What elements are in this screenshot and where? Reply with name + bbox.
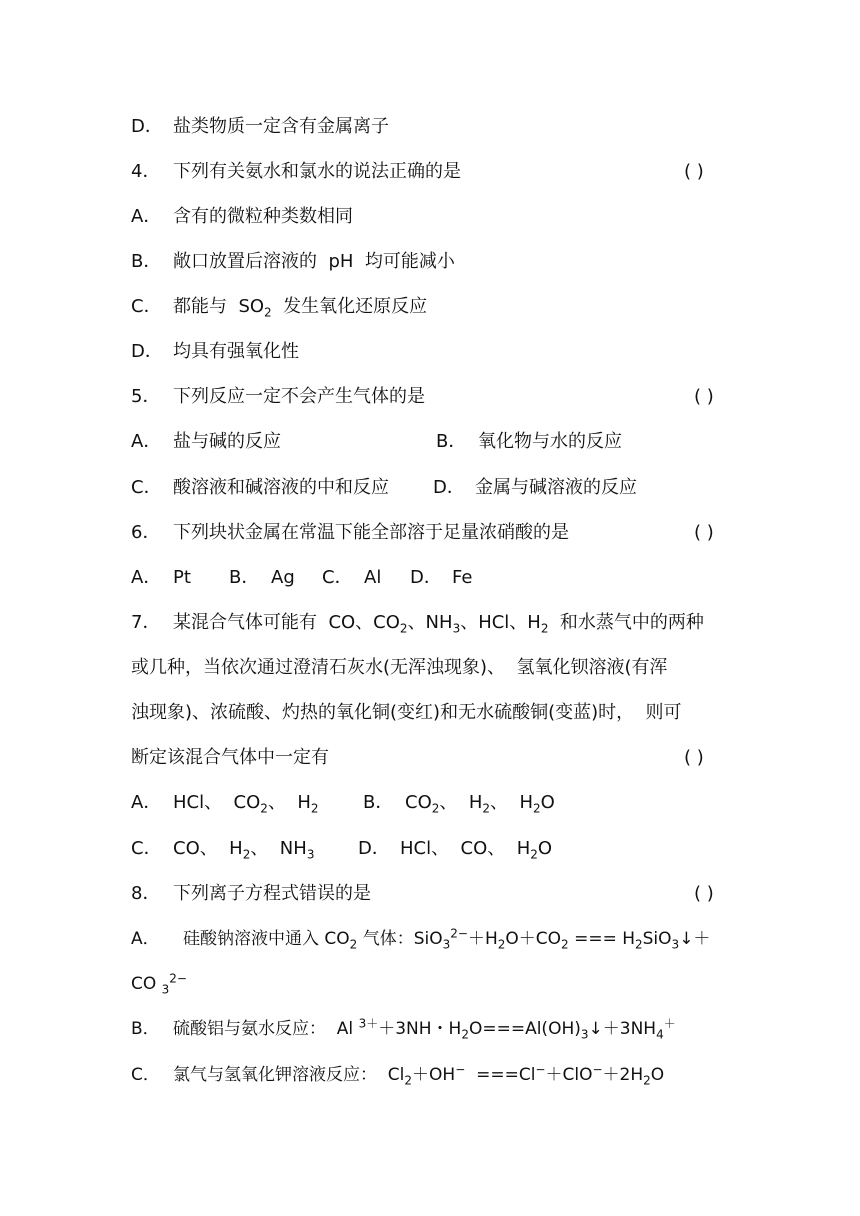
q4-answer-paren: ( ) bbox=[684, 161, 704, 182]
q7-answer-paren: ( ) bbox=[684, 747, 704, 768]
q4-stem: 4． 下列有关氨水和氯水的说法正确的是 ( ) bbox=[131, 159, 731, 185]
q5-stem: 5． 下列反应一定不会产生气体的是 ( ) bbox=[131, 384, 731, 410]
q4-option-c: C． 都能与 $SO_2$ 发生氧化还原反应 bbox=[131, 296, 428, 320]
q6-options: A． Pt B． Ag C． Al D． Fe bbox=[131, 567, 473, 588]
q8-option-c: C． 氯气与氢氧化钾溶液反应： $Cl_2+OH^- ===Cl^-+ClO^-+2H_2O$ bbox=[131, 1062, 665, 1088]
q8-answer-paren: ( ) bbox=[694, 883, 714, 904]
q7-stem-line3: 浊现象)、浓硫酸、灼热的氧化铜(变红)和无水硫酸铜(变蓝)时， 则可 bbox=[131, 702, 682, 723]
q7-options-ab: A． HCl、 $CO_2$、 $H_2$ B． $CO_2$、 $H_2$、 $H_2O$ bbox=[131, 792, 555, 816]
q7-stem-line4: 断定该混合气体中一定有 ( ) bbox=[131, 745, 731, 771]
q7-options-cd: C． CO、 $H_2$、 $NH_3$ D． HCl、 CO、 $H_2O$ bbox=[131, 838, 553, 862]
q8-option-a-line2: CO $_3^{2-}$ bbox=[131, 971, 187, 997]
q7-stem-line2: 或几种，当依次通过澄清石灰水(无浑浊现象)、 氢氧化钡溶液(有浑 bbox=[131, 657, 668, 678]
q8-stem: 8． 下列离子方程式错误的是 ( ) bbox=[131, 881, 731, 907]
q5-answer-paren: ( ) bbox=[694, 386, 714, 407]
q3-option-d: D． 盐类物质一定含有金属离子 bbox=[131, 116, 389, 137]
q8-option-a-line1: A． 硅酸钠溶液中通入 $CO_2$ 气体：$SiO_3^{2-}+H_2O+CO_2$ === $H_2SiO_3↓+$ bbox=[131, 926, 711, 952]
q7-stem-line1: 7． 某混合气体可能有 CO、$CO_2$、$NH_3$、HCl、$H_2$ 和水蒸气中的两种 bbox=[131, 612, 704, 636]
q6-stem: 6． 下列块状金属在常温下能全部溶于足量浓硝酸的是 ( ) bbox=[131, 520, 731, 546]
q8-option-b: B． 硫酸铝与氨水反应： Al $^{3+}$＋3NH・$H_2O===Al(OH)_3↓+3NH_4^+$ bbox=[131, 1016, 676, 1042]
q4-option-b: B． 敞口放置后溶液的 pH 均可能减小 bbox=[131, 251, 455, 272]
q5-options-cd: C． 酸溶液和碱溶液的中和反应 D． 金属与碱溶液的反应 bbox=[131, 477, 637, 498]
q6-answer-paren: ( ) bbox=[694, 522, 714, 543]
q5-options-ab: A． 盐与碱的反应 B． 氧化物与水的反应 bbox=[131, 431, 622, 452]
q4-option-d: D． 均具有强氧化性 bbox=[131, 341, 299, 362]
q4-option-a: A． 含有的微粒种类数相同 bbox=[131, 206, 353, 227]
